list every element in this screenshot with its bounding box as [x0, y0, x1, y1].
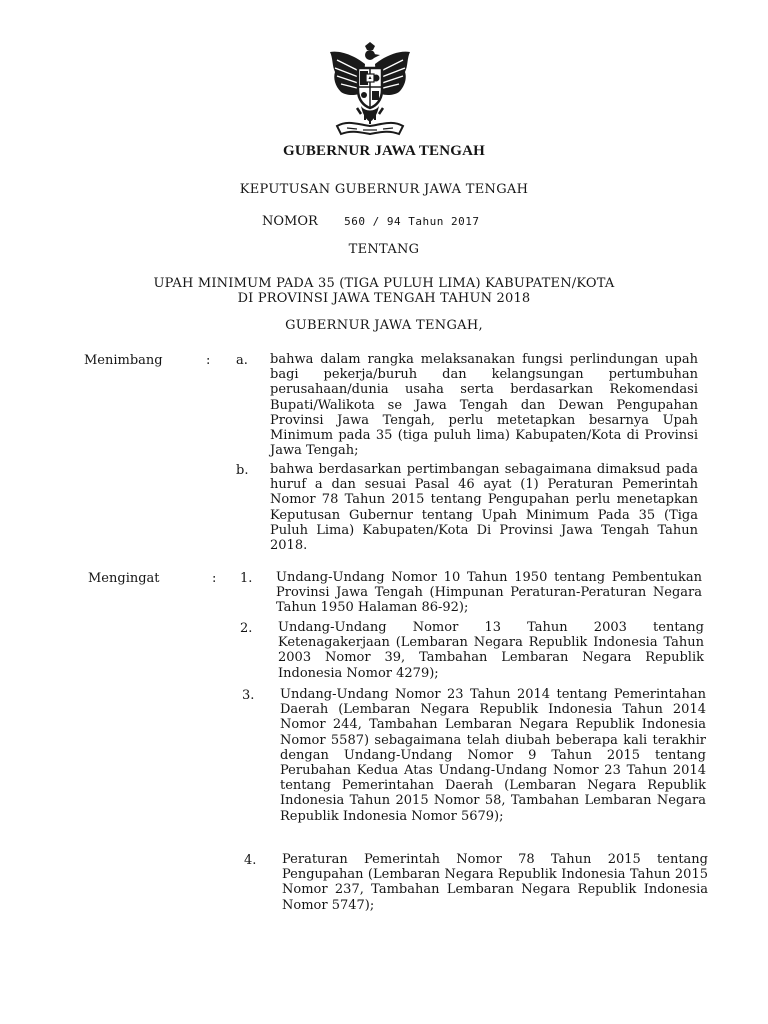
menimbang-colon: :	[206, 353, 211, 368]
mengingat-item-4-marker: 4.	[244, 853, 257, 868]
menimbang-item-b-marker: b.	[236, 463, 249, 478]
number-label: NOMOR	[262, 214, 318, 229]
menimbang-item-a-marker: a.	[236, 353, 248, 368]
about-label: TENTANG	[348, 242, 420, 257]
menimbang-label: Menimbang	[84, 353, 163, 368]
mengingat-item-2-marker: 2.	[240, 621, 253, 636]
mengingat-item-1-marker: 1.	[240, 571, 253, 586]
decree-title: KEPUTUSAN GUBERNUR JAWA TENGAH	[239, 182, 529, 197]
mengingat-label: Mengingat	[88, 571, 160, 586]
mengingat-item-2-text: Undang-Undang Nomor 13 Tahun 2003 tentang Ketenagakerjaan (Lembaran Negara Republik Indonesia Tahun 2003 Nomor 39, Tambahan Lembaran Negara Republik Indonesia Nomor 4279);	[278, 620, 704, 681]
opening-statement: GUBERNUR JAWA TENGAH,	[285, 318, 483, 333]
mengingat-item-3-marker: 3.	[242, 688, 255, 703]
mengingat-item-1-text: Undang-Undang Nomor 10 Tahun 1950 tentang Pembentukan Provinsi Jawa Tengah (Himpunan Peraturan-Peraturan Negara Tahun 1950 Halaman 86-92);	[276, 570, 702, 616]
number-value: 560 / 94 Tahun 2017	[344, 215, 480, 228]
menimbang-item-a-text: bahwa dalam rangka melaksanakan fungsi perlindungan upah bagi pekerja/buruh dan kelangsungan pertumbuhan perusahaan/dunia usaha serta berdasarkan Rekomendasi Bupati/Walikota se Jawa Tengah dan Dewan Pengupahan Provinsi Jawa Tengah, perlu metetapkan besarnya Upah Minimum pada 35 (tiga puluh lima) Kabupaten/Kota di Provinsi Jawa Tengah;	[270, 352, 698, 459]
menimbang-item-b-text: bahwa berdasarkan pertimbangan sebagaimana dimaksud pada huruf a dan sesuai Pasal 46 ayat (1) Peraturan Pemerintah Nomor 78 Tahun 2015 tentang Pengupahan perlu menetapkan Keputusan Gubernur tentang Upah Minimum Pada 35 (Tiga Puluh Lima) Kabupaten/Kota Di Provinsi Jawa Tengah Tahun 2018.	[270, 462, 698, 554]
mengingat-item-3-text: Undang-Undang Nomor 23 Tahun 2014 tentang Pemerintahan Daerah (Lembaran Negara Republik Indonesia Tahun 2014 Nomor 244, Tambahan Lembaran Negara Republik Indonesia Nomor 5587) sebagaimana telah diubah beberapa kali terakhir dengan Undang-Undang Nomor 9 Tahun 2015 tentang Perubahan Kedua Atas Undang-Undang Nomor 23 Tahun 2014 tentang Pemerintahan Daerah (Lembaran Negara Republik Indonesia Tahun 2015 Nomor 58, Tambahan Lembaran Negara Republik Indonesia Nomor 5679);	[280, 687, 706, 824]
decree-subject	[0, 276, 768, 306]
garuda-emblem-icon	[327, 42, 413, 140]
governor-title: GUBERNUR JAWA TENGAH	[282, 143, 486, 159]
subject-line-2: DI PROVINSI JAWA TENGAH TAHUN 2018	[237, 291, 531, 306]
decree-number-row	[262, 214, 479, 229]
mengingat-colon: :	[212, 571, 217, 586]
subject-line-1: UPAH MINIMUM PADA 35 (TIGA PULUH LIMA) KABUPATEN/KOTA	[153, 276, 615, 291]
mengingat-item-4-text: Peraturan Pemerintah Nomor 78 Tahun 2015 tentang Pengupahan (Lembaran Negara Republik Indonesia Tahun 2015 Nomor 237, Tambahan Lembaran Negara Republik Indonesia Nomor 5747);	[282, 852, 708, 913]
